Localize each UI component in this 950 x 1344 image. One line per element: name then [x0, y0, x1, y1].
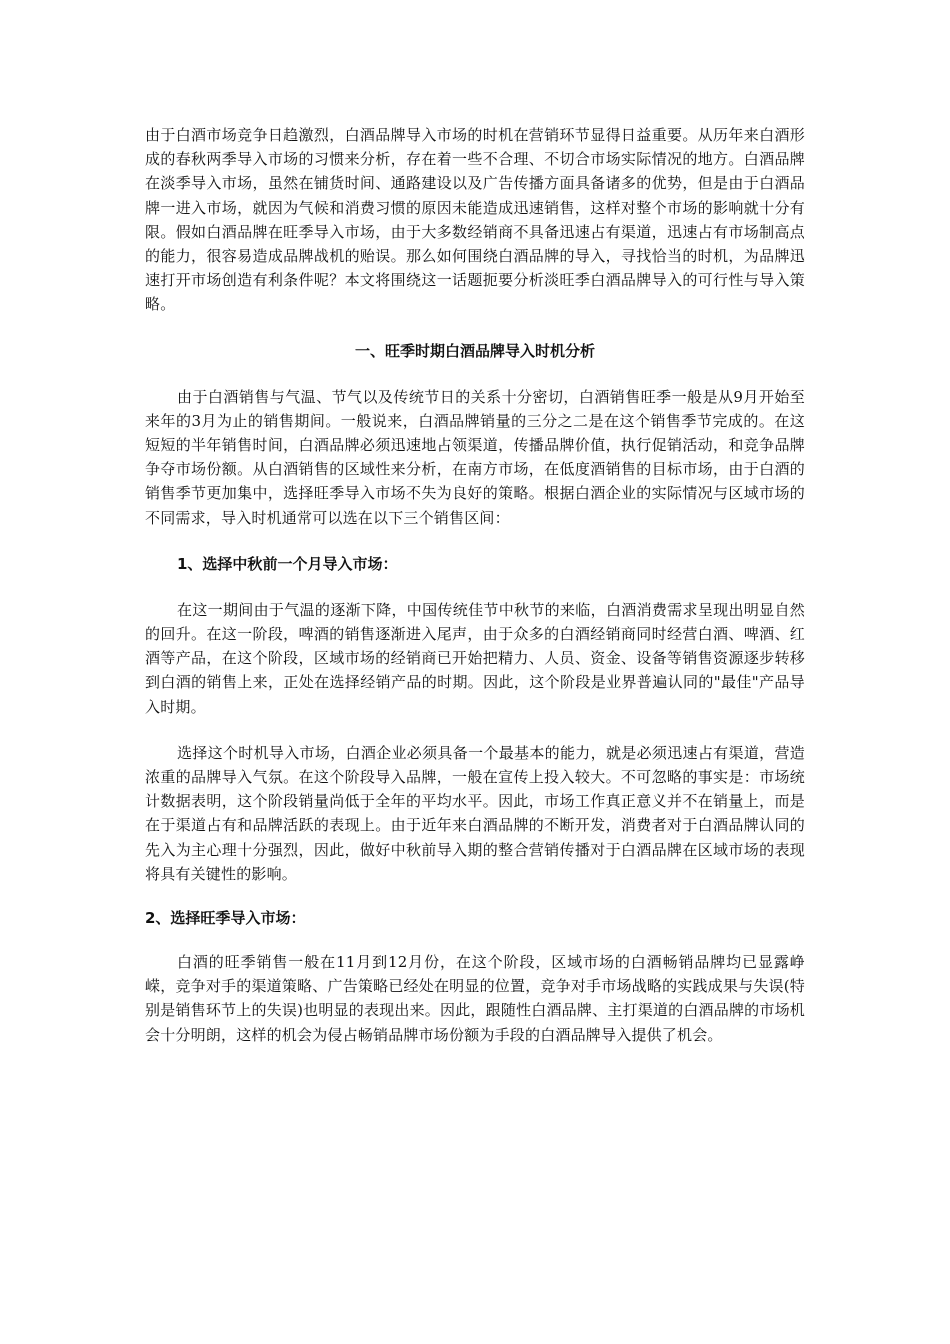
document-page — [145, 123, 805, 1047]
subsection-1-paragraph-2: 选择这个时机导入市场，白酒企业必须具备一个最基本的能力，就是必须迅速占有渠道，营造浓重的品牌导入气氛。在这个阶段导入品牌，一般在宣传上投入较大。不可忽略的事实是：市场统计数据表明，这个阶段销量尚低于全年的平均水平。因此，市场工作真正意义并不在销量上，而是在于渠道占有和品牌活跃的表现上。由于近年来白酒品牌的不断开发，消费者对于白酒品牌认同的先入为主心理十分强烈，因此，做好中秋前导入期的整合营销传播对于白酒品牌在区域市场的表现将具有关键性的影响。 — [145, 743, 805, 883]
subsection-2-paragraph: 白酒的旺季销售一般在11月到12月份，在这个阶段，区域市场的白酒畅销品牌均已显露峥嵘，竞争对手的渠道策略、广告策略已经处在明显的位置，竞争对手市场战略的实践成果与失误(特别是销售环节上的失误)也明显的表现出来。因此，跟随性白酒品牌、主打渠道的白酒品牌的市场机会十分明朗，这样的机会为侵占畅销品牌市场份额为手段的白酒品牌导入提供了机会。 — [145, 953, 805, 1044]
subsection-1-paragraph-1: 在这一期间由于气温的逐渐下降，中国传统佳节中秋节的来临，白酒消费需求呈现出明显自然的回升。在这一阶段，啤酒的销售逐渐进入尾声，由于众多的白酒经销商同时经营白酒、啤酒、红酒等产品，在这个阶段，区域市场的经销商已开始把精力、人员、资金、设备等销售资源逐步转移到白酒的销售上来，正处在选择经销产品的时期。因此，这个阶段是业界普遍认同的"最佳"产品导入时期。 — [145, 600, 805, 716]
subsection-2-heading: 2、选择旺季导入市场： — [145, 909, 306, 928]
subsection-1-heading: 1、选择中秋前一个月导入市场： — [177, 554, 398, 573]
section-1-heading: 一、旺季时期白酒品牌导入时机分析 — [354, 341, 595, 360]
intro-paragraph: 由于白酒市场竞争日趋激烈，白酒品牌导入市场的时机在营销环节显得日益重要。从历年来白酒形成的春秋两季导入市场的习惯来分析，存在着一些不合理、不切合市场实际情况的地方。白酒品牌在淡季导入市场，虽然在铺货时间、通路建设以及广告传播方面具备诸多的优势，但是由于白酒品牌一进入市场，就因为气候和消费习惯的原因未能造成迅速销售，这样对整个市场的影响就十分有限。假如白酒品牌在旺季导入市场，由于大多数经销商不具备迅速占有渠道，迅速占有市场制高点的能力，很容易造成品牌战机的贻误。那么如何围绕白酒品牌的导入，寻找恰当的时机，为品牌迅速打开市场创造有利条件呢？本文将围绕这一话题扼要分析淡旺季白酒品牌导入的可行性与导入策略。 — [145, 126, 805, 314]
section-1-paragraph: 由于白酒销售与气温、节气以及传统节日的关系十分密切，白酒销售旺季一般是从9月开始至来年的3月为止的销售期间。一般说来，白酒品牌销量的三分之二是在这个销售季节完成的。在这短短的半年销售时间，白酒品牌必须迅速地占领渠道，传播品牌价值，执行促销活动，和竞争品牌争夺市场份额。从白酒销售的区域性来分析，在南方市场，在低度酒销售的目标市场，由于白酒的销售季节更加集中，选择旺季导入市场不失为良好的策略。根据白酒企业的实际情况与区域市场的不同需求，导入时机通常可以选在以下三个销售区间： — [145, 387, 805, 527]
